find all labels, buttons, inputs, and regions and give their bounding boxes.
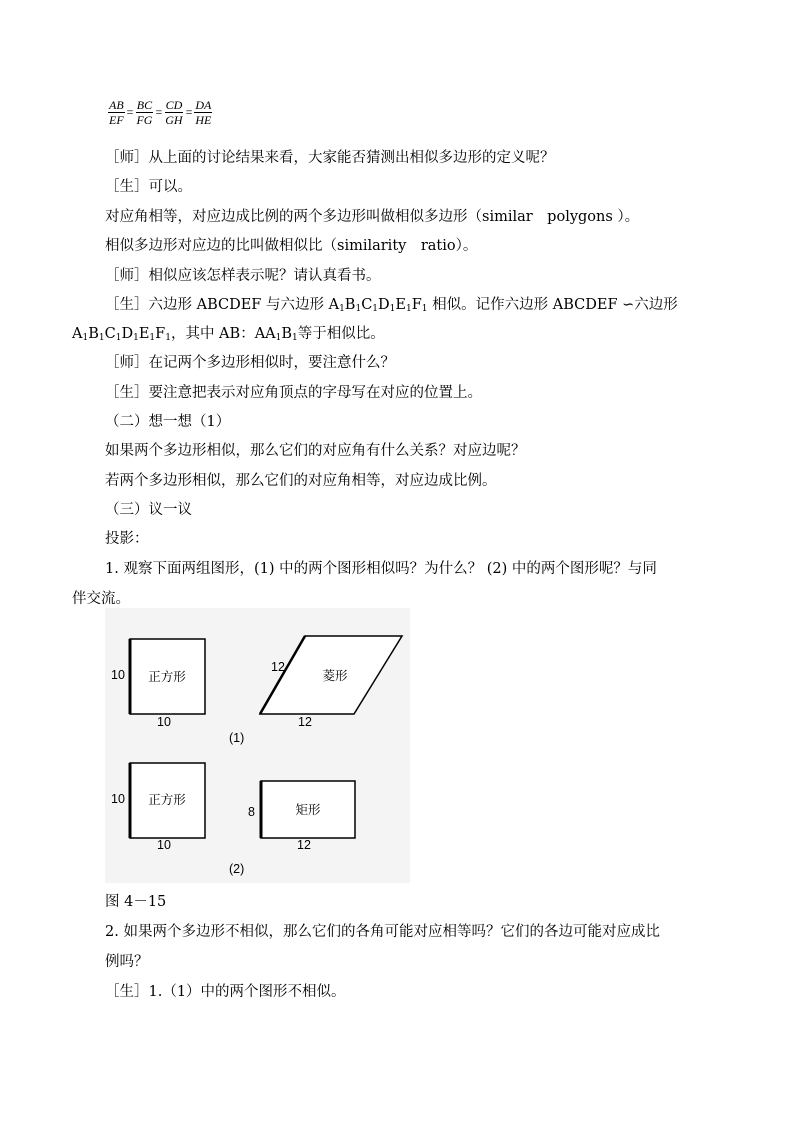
equals-sign: = <box>155 105 163 119</box>
fraction-cd-gh: $\frac{CD}{GH}$ <box>165 98 183 127</box>
figure-svg <box>105 608 410 883</box>
square-1-label: 正方形 <box>148 670 186 684</box>
paragraph-think-answer: 若两个多边形相似，那么它们的对应角相等，对应边成比例。 <box>105 473 497 489</box>
exercise-1-cont: 伴交流。 <box>72 591 130 607</box>
group-2-label: (2) <box>229 862 245 876</box>
group-1-label: (1) <box>229 731 245 745</box>
equals-sign: = <box>185 105 193 119</box>
fraction-ab-ef: $\frac{AB}{EF}$ <box>109 98 124 127</box>
square-2-label: 正方形 <box>148 793 186 807</box>
exercise-1: 1. 观察下面两组图形，(1) 中的两个图形相似吗？为什么？ (2) 中的两个图形呢？与同 <box>105 561 657 577</box>
square-2-bottom-length: 10 <box>157 838 171 852</box>
paragraph-think-question: 如果两个多边形相似，那么它们的对应角有什么关系？对应边呢？ <box>105 443 526 459</box>
paragraph-definition: 对应角相等，对应边成比例的两个多边形叫做相似多边形（similar polygons ）。 <box>105 209 640 225</box>
paragraph-hexagon-notation-cont: $A_1B_1C_1D_1E_1F_1$，其中 AB：$AA_1B_1$等于相似比。 <box>72 326 385 343</box>
square-2-side-length: 10 <box>111 792 125 806</box>
paragraph-similarity-ratio: 相似多边形对应边的比叫做相似比（similarity ratio）。 <box>105 238 478 254</box>
rhombus-side-length: 12 <box>271 660 285 674</box>
paragraph-teacher-attention: ［师］在记两个多边形相似时，要注意什么？ <box>105 355 395 371</box>
fraction-da-he: $\frac{DA}{HE}$ <box>195 98 212 127</box>
figure-caption: 图 4－15 <box>105 894 167 910</box>
paragraph-student-response: ［生］1.（1）中的两个图形不相似。 <box>105 984 346 1000</box>
section-discuss: （三）议一议 <box>105 502 192 518</box>
figure-4-15 <box>105 608 410 883</box>
exercise-2: 2. 如果两个多边形不相似，那么它们的各角可能对应相等吗？它们的各边可能对应成比 <box>105 924 660 940</box>
equals-sign: = <box>126 105 134 119</box>
rhombus-bottom-length: 12 <box>298 715 312 729</box>
square-1-bottom-length: 10 <box>157 715 171 729</box>
paragraph-hexagon-notation: ［生］六边形 ABCDEF 与六边形 $A_1B_1C_1D_1E_1F_1$ 相似。记作六边形 ABCDEF ∽六边形 <box>105 297 678 314</box>
ratio-equation <box>107 98 213 127</box>
rectangle-side-length: 8 <box>248 805 255 819</box>
rectangle-label: 矩形 <box>295 803 321 817</box>
paragraph-student-attention: ［生］要注意把表示对应角顶点的字母写在对应的位置上。 <box>105 385 482 401</box>
paragraph-teacher-question: ［师］从上面的讨论结果来看，大家能否猜测出相似多边形的定义呢？ <box>105 150 555 166</box>
exercise-2-cont: 例吗？ <box>105 954 149 970</box>
fraction-bc-fg: $\frac{BC}{FG}$ <box>136 98 153 127</box>
section-think: （二）想一想（1） <box>105 414 231 430</box>
label-projection: 投影： <box>105 531 149 547</box>
square-1-side-length: 10 <box>111 668 125 682</box>
rhombus-label: 菱形 <box>322 669 348 683</box>
paragraph-teacher-notation: ［师］相似应该怎样表示呢？请认真看书。 <box>105 268 381 284</box>
paragraph-student-answer: ［生］可以。 <box>105 179 192 195</box>
rectangle-bottom-length: 12 <box>297 838 311 852</box>
